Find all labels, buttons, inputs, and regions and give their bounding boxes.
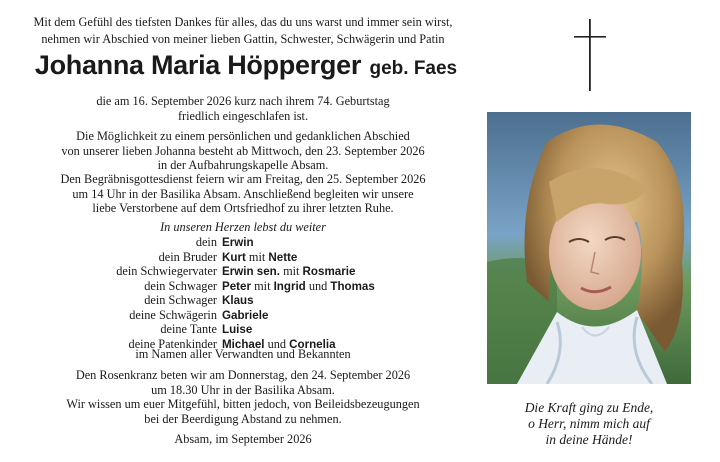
family-names xyxy=(222,322,252,337)
family-member-name: Klaus xyxy=(222,294,254,307)
farewell-info xyxy=(8,129,478,173)
family-member-name: Michael xyxy=(222,337,265,351)
family-names xyxy=(222,279,375,294)
family-member-name: Luise xyxy=(222,323,253,336)
deceased-heading xyxy=(0,50,492,81)
funeral-info xyxy=(8,172,478,216)
family-member-name: Cornelia xyxy=(289,337,336,351)
family-member-name: Gabriele xyxy=(222,308,269,322)
hearts-line: In unseren Herzen lebst du weiter xyxy=(160,220,326,234)
place-date: Absam, im September 2026 xyxy=(174,432,312,446)
family-relation: dein xyxy=(195,235,217,249)
connector-text: mit xyxy=(245,249,269,264)
family-member-name: Erwin xyxy=(222,236,254,249)
family-member-name: Kurt xyxy=(222,250,246,264)
text-line: um 14 Uhr in der Basilika Absam. Anschließend begleiten wir unsere xyxy=(72,186,414,201)
text-line: Die Möglichkeit zu einem persönlichen und gedanklichen Abschied xyxy=(76,129,410,143)
family-member-name: Peter xyxy=(222,279,252,293)
intro-line: Mit dem Gefühl des tiefsten Dankes für alles, das du uns warst und immer sein wirst, xyxy=(33,15,453,29)
family-row xyxy=(0,308,480,323)
family-names xyxy=(222,308,268,323)
quote xyxy=(498,400,680,448)
intro-line: nehmen wir Abschied von meiner lieben Gattin, Schwester, Schwägerin und Patin xyxy=(41,32,445,46)
text-line: in der Aufbahrungskapelle Absam. xyxy=(157,158,329,173)
family-member-name: Nette xyxy=(268,250,298,264)
family-member-name: Rosmarie xyxy=(302,265,356,278)
text-line: um 18.30 Uhr in der Basilika Absam. xyxy=(151,382,335,397)
family-member-name: Erwin sen. xyxy=(222,265,280,278)
quote-line: in deine Hände! xyxy=(545,432,633,447)
condolence-note xyxy=(8,397,478,426)
intro-text xyxy=(8,14,478,48)
family-footer: im Namen aller Verwandten und Bekannten xyxy=(135,347,351,361)
family-relation: deine Schwägerin xyxy=(129,307,217,322)
rosary-info xyxy=(8,368,478,397)
cross-icon xyxy=(570,19,610,91)
text-line: bei der Beerdigung Abstand zu nehmen. xyxy=(144,411,342,426)
family-row xyxy=(0,235,480,250)
family-row xyxy=(0,264,480,279)
family-names xyxy=(222,250,297,265)
quote-line: o Herr, nimm mich auf xyxy=(528,416,650,431)
death-statement xyxy=(8,94,478,123)
family-relation: deine Tante xyxy=(160,322,217,336)
text-line: Den Begräbnisgottesdienst feiern wir am Freitag, den 25. September 2026 xyxy=(60,172,426,186)
family-names xyxy=(222,293,254,308)
family-member-name: Ingrid xyxy=(273,279,306,293)
family-names xyxy=(222,235,254,250)
connector-text: mit xyxy=(280,264,303,278)
portrait-photo xyxy=(487,112,691,384)
family-relation: deine Patenkinder xyxy=(128,336,217,351)
quote-line: Die Kraft ging zu Ende, xyxy=(524,400,654,415)
family-row xyxy=(0,293,480,308)
family-names xyxy=(222,264,355,279)
deceased-name: Johanna Maria Höpperger xyxy=(34,50,362,80)
text-line: von unserer lieben Johanna besteht ab Mittwoch, den 23. September 2026 xyxy=(61,143,425,158)
family-row xyxy=(0,250,480,265)
text-line: Wir wissen um euer Mitgefühl, bitten jedoch, von Beileidsbezeugungen xyxy=(66,397,420,411)
family-row xyxy=(0,322,480,337)
family-relation: dein Schwager xyxy=(144,293,217,307)
text-line: liebe Verstorbene auf dem Ortsfriedhof zu ihrer letzten Ruhe. xyxy=(92,201,394,216)
family-list xyxy=(0,235,480,351)
connector-text: und xyxy=(305,278,331,293)
connector-text: mit xyxy=(251,278,274,293)
connector-text: und xyxy=(264,336,290,351)
family-row xyxy=(0,279,480,294)
family-relation: dein Bruder xyxy=(158,249,217,264)
family-member-name: Thomas xyxy=(330,279,375,293)
text-line: friedlich eingeschlafen ist. xyxy=(177,108,309,123)
text-line: die am 16. September 2026 kurz nach ihrem 74. Geburtstag xyxy=(96,94,390,108)
text-line: Den Rosenkranz beten wir am Donnerstag, den 24. September 2026 xyxy=(75,368,411,382)
maiden-name: geb. Faes xyxy=(369,58,458,79)
family-relation: dein Schwiegervater xyxy=(116,264,217,278)
family-relation: dein Schwager xyxy=(144,278,217,293)
